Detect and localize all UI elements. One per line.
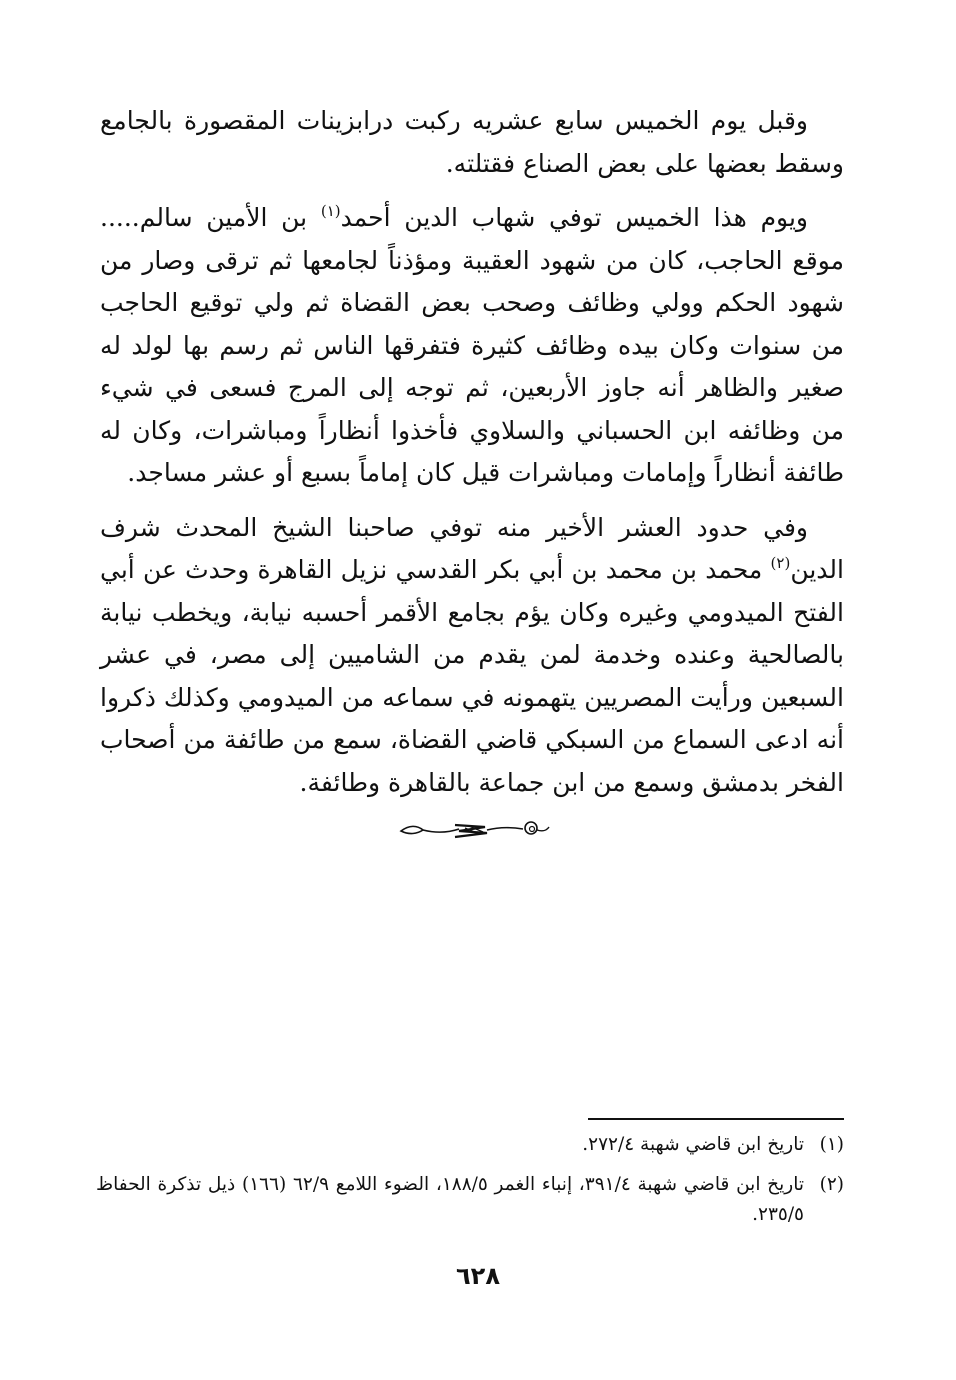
paragraph-3-body: محمد بن محمد بن أبي بكر القدسي نزيل القاهرة وحدث عن أبي الفتح الميدومي وغيره وكان يؤم بجامع الأقمر أحسبه نيابة، ويخطب نيابة بالصالحية وعنده وخدمة لمن يقدم من الشاميين إلى مصر، في عشر السبعين ورأيت المصريين يتهمونه في سماعه من الميدومي وكذلك ذكروا أنه ادعى السماع من السبكي قاضي القضاة، سمع من طائفة من أصحاب الفخر بدمشق وسمع من ابن جماعة بالقاهرة وطائفة. [100, 555, 844, 797]
paragraph-1 [100, 100, 844, 185]
footnote-1-number: (١) [819, 1134, 844, 1155]
paragraph-2-lead: ويوم هذا الخميس توفي شهاب الدين أحمد [340, 203, 808, 232]
footnote-1-text: تاريخ ابن قاضي شهبة ٢٧٢/٤. [582, 1134, 804, 1155]
footnote-2 [96, 1170, 844, 1230]
paragraph-2-body: بن الأمين سالم..... موقع الحاجب، كان من شهود العقيبة ومؤذناً لجامعها ثم ترقى وصار من شهود الحكم وولي وظائف وصحب بعض القضاة ثم ولي توقيع الحاجب من سنوات وكان بيده وظائف كثيرة فتفرقها الناس ثم رسم بها لولد له صغير والظاهر أنه جاوز الأربعين، ثم توجه إلى المرج فسعى في شيء من وظائفه ابن الحسباني والسلاوي فأخذوا أنظاراً ومباشرات، وكان له طائفة أنظاراً وإمامات ومباشرات قيل كان إماماً بسبع أو عشر مساجد. [100, 203, 844, 487]
footnote-1 [96, 1130, 844, 1160]
page-number: ٦٢٨ [456, 1262, 500, 1290]
main-text [100, 100, 844, 816]
section-divider-ornament-icon [395, 815, 555, 845]
paragraph-3 [100, 507, 844, 805]
footnote-ref-2[interactable]: (٢) [770, 554, 791, 572]
paragraph-2 [100, 197, 844, 495]
footnote-2-text: تاريخ ابن قاضي شهبة ٣٩١/٤، إنباء الغمر ١٨٨/٥، الضوء اللامع ٦٢/٩ (١٦٦) ذيل تذكرة الحفاظ ٢٣٥/٥. [96, 1174, 804, 1225]
paragraph-3-lead: وفي حدود العشر الأخير منه توفي صاحبنا الشيخ المحدث شرف الدين [100, 512, 844, 584]
footnote-2-number: (٢) [819, 1174, 844, 1195]
footnote-ref-1[interactable]: (١) [320, 202, 341, 220]
paragraph-1-text: وقبل يوم الخميس سابع عشريه ركبت درابزينات المقصورة بالجامع وسقط بعضها على بعض الصناع فقتلته. [100, 106, 844, 178]
footnotes [96, 1130, 844, 1240]
footnote-separator [588, 1118, 844, 1120]
